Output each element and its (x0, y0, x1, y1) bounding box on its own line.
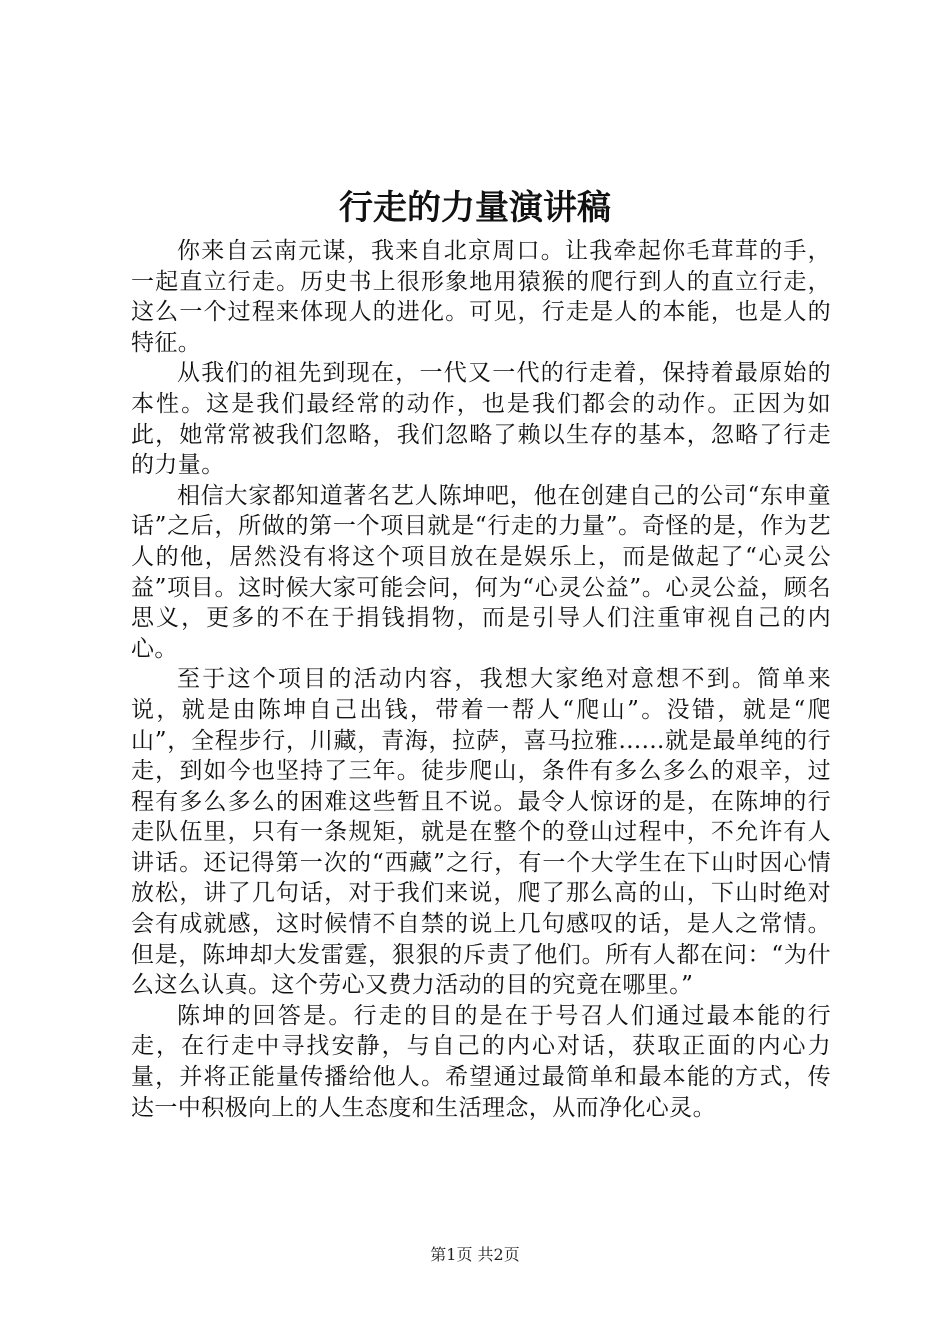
paragraph: 你来自云南元谋，我来自北京周口。让我牵起你毛茸茸的手，一起直立行走。历史书上很形象地用猿猴的爬行到人的直立行走，这么一个过程来体现人的进化。可见，行走是人的本能，也是人的特征。 (131, 238, 831, 356)
page-number-footer: 第1页 共2页 (430, 1245, 520, 1264)
paragraph: 至于这个项目的活动内容，我想大家绝对意想不到。简单来说，就是由陈坤自己出钱，带着一帮人“爬山”。没错，就是“爬山”，全程步行，川藏，青海，拉萨，喜马拉雅......就是最单纯的行走，到如今也坚持了三年。徒步爬山，条件有多么多么的艰辛，过程有多么多么的困难这些暂且不说。最令人惊讶的是，在陈坤的行走队伍里，只有一条规矩，就是在整个的登山过程中，不允许有人讲话。还记得第一次的“西藏”之行，有一个大学生在下山时因心情放松，讲了几句话，对于我们来说，爬了那么高的山，下山时绝对会有成就感，这时候情不自禁的说上几句感叹的话，是人之常情。但是，陈坤却大发雷霆，狠狠的斥责了他们。所有人都在问：“为什么这么认真。这个劳心又费力活动的目的究竟在哪里。” (131, 666, 831, 999)
paragraph: 相信大家都知道著名艺人陈坤吧，他在创建自己的公司“东申童话”之后，所做的第一个项目就是“行走的力量”。奇怪的是，作为艺人的他，居然没有将这个项目放在是娱乐上，而是做起了“心灵公益”项目。这时候大家可能会问，何为“心灵公益”。心灵公益，顾名思义，更多的不在于捐钱捐物，而是引导人们注重审视自己的内心。 (131, 482, 831, 662)
document-title: 行走的力量演讲稿 (339, 188, 611, 228)
paragraph: 从我们的祖先到现在，一代又一代的行走着，保持着最原始的本性。这是我们最经常的动作，也是我们都会的动作。正因为如此，她常常被我们忽略，我们忽略了赖以生存的基本，忽略了行走的力量。 (131, 360, 831, 479)
paragraph: 陈坤的回答是。行走的目的是在于号召人们通过最本能的行走，在行走中寻找安静，与自己的内心对话，获取正面的内心力量，并将正能量传播给他人。希望通过最简单和最本能的方式，传达一中积极向上的人生态度和生活理念，从而净化心灵。 (131, 1002, 831, 1121)
document-body (131, 236, 831, 1123)
